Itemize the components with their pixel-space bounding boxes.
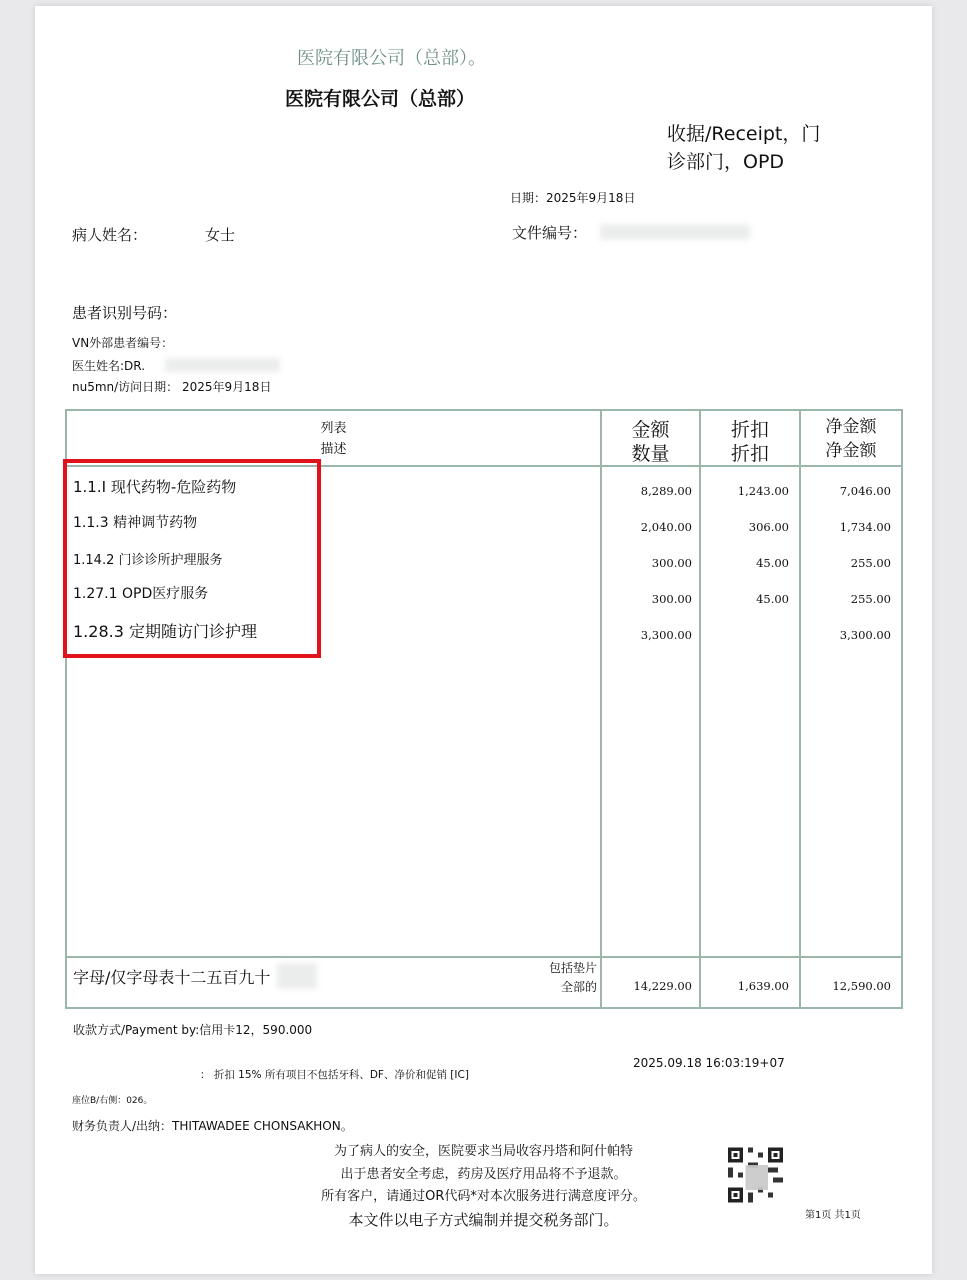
company-name-faded: 医院有限公司（总部）。: [297, 48, 486, 69]
line-item-discount: 45.00: [756, 556, 789, 570]
line-item-description: 1.14.2 门诊诊所护理服务: [73, 553, 223, 568]
line-item-net: 7,046.00: [839, 484, 891, 498]
patient-name-value: 女士: [205, 226, 236, 244]
col-net-subtitle: 净金额: [825, 441, 877, 461]
line-item-description: 1.1.3 精神调节药物: [73, 515, 198, 531]
line-item-discount: 45.00: [756, 592, 789, 606]
line-item-amount: 8,289.00: [640, 484, 692, 498]
line-item-discount: 1,243.00: [737, 484, 789, 498]
notice-line1: 为了病人的安全，医院要求当局收容丹塔和阿什帕特: [333, 1144, 633, 1159]
print-timestamp: 2025.09.18 16:03:19+07: [633, 1056, 785, 1070]
total-label-line2: 全部的: [560, 980, 597, 994]
line-item-description: 1.1.I 现代药物-危险药物: [73, 478, 237, 496]
notice-line2: 出于患者安全考虑，药房及医疗用品将不予退款。: [340, 1166, 627, 1182]
qr-code-icon: [728, 1146, 783, 1204]
notice-line3: 所有客户，请通过OR代码*对本次服务进行满意度评分。: [321, 1189, 646, 1204]
highlight-box: [63, 459, 321, 658]
col-net-header: [801, 415, 901, 463]
col-list-header: [67, 418, 600, 460]
line-item-amount: 300.00: [651, 592, 692, 606]
receipt-title-line1: 收据/Receipt，门: [667, 123, 821, 145]
total-amount: 14,229.00: [633, 979, 692, 993]
col-amount-title: 金额: [631, 419, 670, 441]
patient-id-label: 患者识别号码：: [72, 304, 178, 322]
col-quantity-title: 数量: [631, 443, 670, 465]
line-item-description: 1.27.1 OPD医疗服务: [73, 586, 209, 602]
line-item-amount: 3,300.00: [640, 628, 692, 642]
payment-method: 收款方式/Payment by:信用卡12，590.000: [73, 1023, 313, 1037]
redacted-doctor-name: [165, 358, 280, 372]
line-item-description: 1.28.3 定期随访门诊护理: [73, 622, 257, 641]
line-item-amount: 300.00: [651, 556, 692, 570]
total-label: [517, 959, 597, 997]
col-list-title: 列表: [320, 421, 347, 436]
col-amount-header: [602, 418, 699, 466]
visit-date-label: nu5mn/访问日期： 2025年9月18日: [72, 380, 272, 394]
line-item-net: 255.00: [850, 592, 891, 606]
col-net-title: 净金额: [825, 417, 877, 437]
file-number-label: 文件编号：: [512, 224, 588, 242]
column-divider: [699, 411, 701, 1007]
line-item-discount: 306.00: [748, 520, 789, 534]
receipt-title: [667, 120, 820, 176]
notice-block: [35, 1141, 932, 1231]
column-divider: [600, 411, 602, 1007]
cashier-name: 财务负责人/出纳：THITAWADEE CHONSAKHON。: [72, 1119, 353, 1133]
redacted-total-words: [277, 963, 317, 989]
page-number: 第1页 共1页: [805, 1210, 861, 1221]
vn-number-label: VN外部患者编号：: [72, 336, 174, 350]
total-in-words: 字母/仅字母表十二五百九十: [73, 968, 271, 987]
total-label-line1: 包括垫片: [548, 961, 597, 975]
line-item-amount: 2,040.00: [640, 520, 692, 534]
column-divider: [799, 411, 801, 1007]
redacted-file-number: [600, 224, 750, 240]
col-discount-subtitle: 折扣: [730, 443, 769, 465]
company-name: 医院有限公司（总部）: [285, 88, 476, 110]
col-discount-title: 折扣: [730, 419, 769, 441]
receipt-title-line2: 诊部门，OPD: [667, 151, 785, 173]
line-item-net: 3,300.00: [839, 628, 891, 642]
patient-name-label: 病人姓名：: [72, 226, 148, 244]
seat-info: 座位B/右侧：026。: [72, 1096, 153, 1106]
line-item-net: 255.00: [850, 556, 891, 570]
discount-note: ： 折扣 15% 所有项目不包括牙科、DF、净价和促销 [IC]: [200, 1069, 469, 1081]
total-discount: 1,639.00: [737, 979, 789, 993]
doctor-name-label: 医生姓名:DR.: [72, 359, 146, 373]
total-net: 12,590.00: [832, 979, 891, 993]
notice-line4: 本文件以电子方式编制并提交税务部门。: [348, 1210, 619, 1229]
receipt-date: 日期：2025年9月18日: [510, 191, 636, 205]
col-discount-header: [701, 418, 799, 466]
receipt-document: [35, 6, 932, 1274]
col-desc-title: 描述: [320, 442, 347, 457]
total-divider: [67, 956, 901, 958]
line-item-net: 1,734.00: [839, 520, 891, 534]
